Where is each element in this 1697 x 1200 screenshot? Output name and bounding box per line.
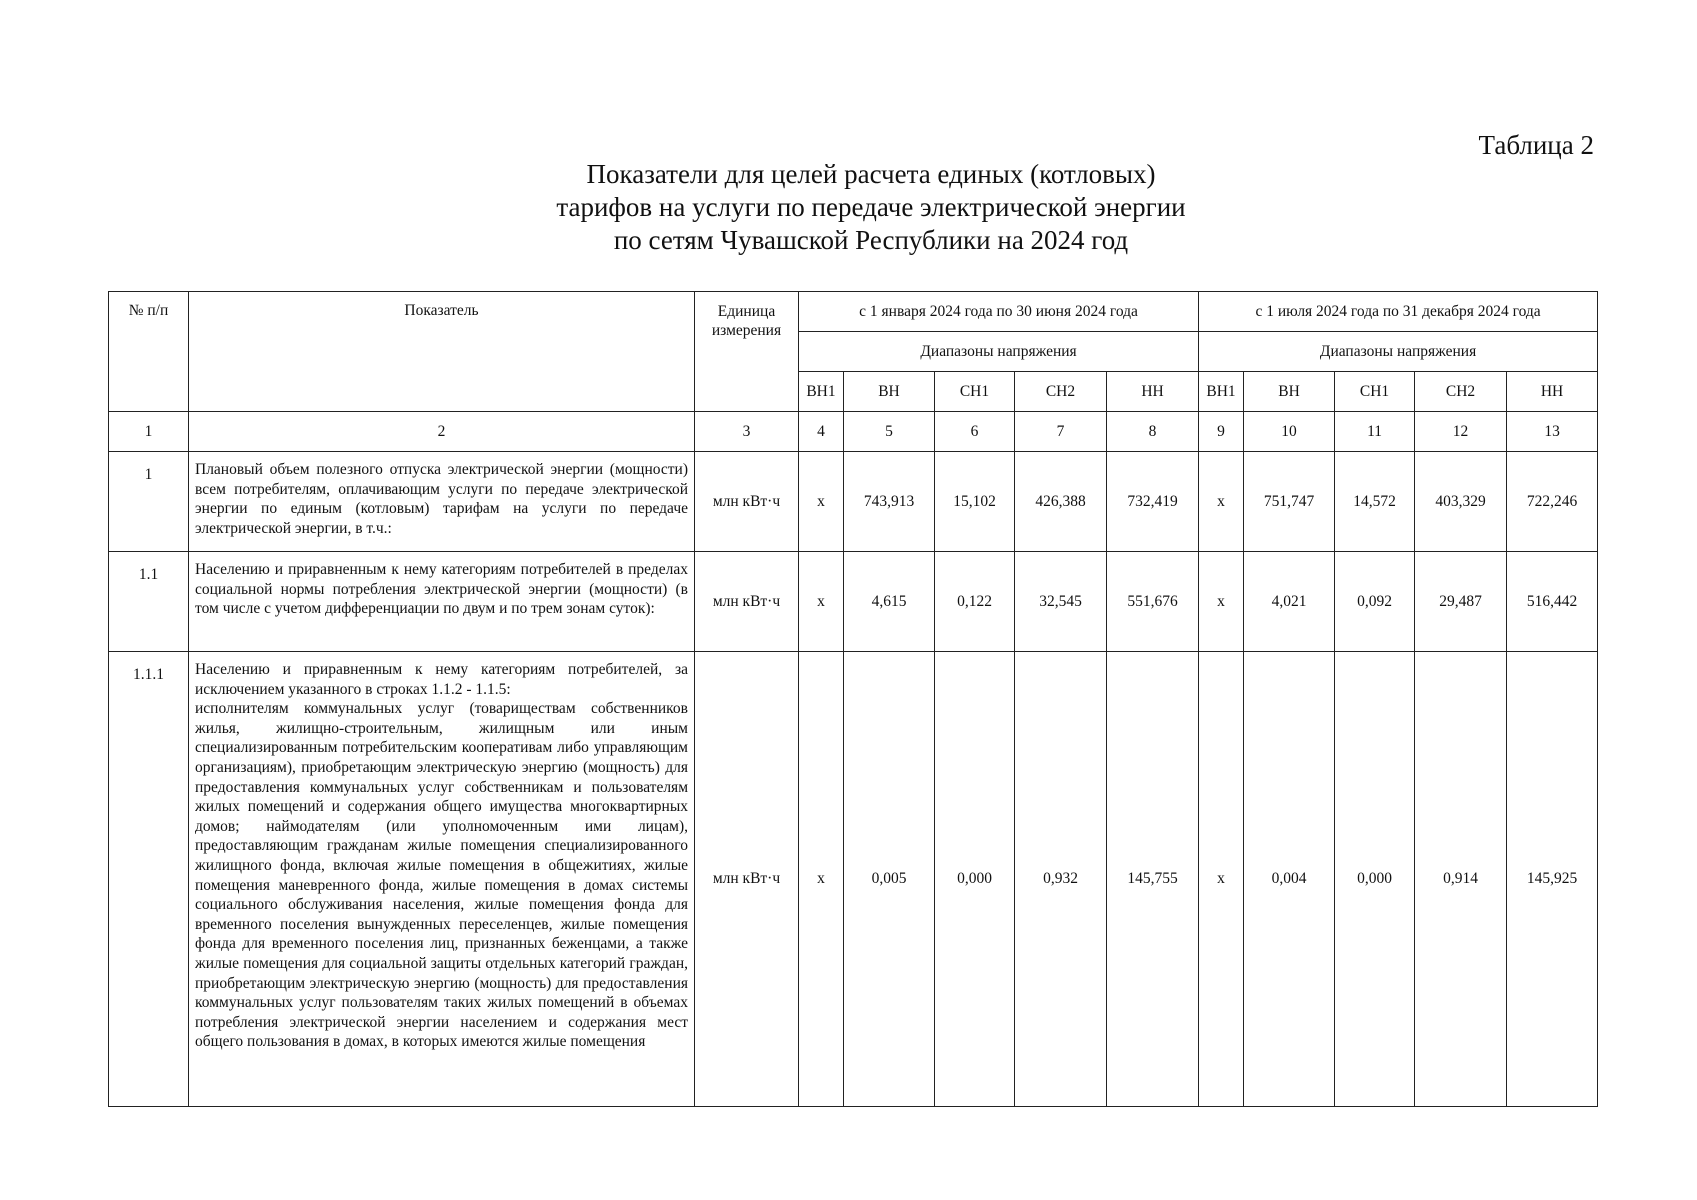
row-number: 1.1.1 <box>109 652 189 1107</box>
row-value: 29,487 <box>1415 552 1507 652</box>
indicators-table <box>108 291 1598 1107</box>
header-unit: Единица измерения <box>695 292 799 412</box>
title-line-2: тарифов на услуги по передаче электрической энергии <box>556 192 1186 222</box>
column-number: 2 <box>189 412 695 452</box>
row-value: 516,442 <box>1507 552 1598 652</box>
table-row <box>109 652 1598 1107</box>
column-number: 8 <box>1107 412 1199 452</box>
row-indicator: Населению и приравненным к нему категориям потребителей в пределах социальной нормы потребления электрической энергии (мощности) (в том числе с учетом дифференциации по двум и по трем зонам суток): <box>189 552 695 652</box>
row-indicator-lead: Населению и приравненным к нему категориям потребителей, за исключением указанного в строках 1.1.2 - 1.1.5: <box>195 661 688 698</box>
column-number: 5 <box>844 412 935 452</box>
column-number: 1 <box>109 412 189 452</box>
title-line-1: Показатели для целей расчета единых (котловых) <box>586 159 1156 189</box>
row-value: х <box>799 652 844 1107</box>
row-value: 4,615 <box>844 552 935 652</box>
row-value: 32,545 <box>1015 552 1107 652</box>
header-row-periods <box>109 292 1598 332</box>
header-voltage-ranges-2: Диапазоны напряжения <box>1199 332 1598 372</box>
row-value: 0,092 <box>1335 552 1415 652</box>
row-indicator-body: исполнителям коммунальных услуг (товариществам собственников жилья, жилищно-строительным, жилищным или иным специализированным потребительским кооперативам либо управляющим организациям), приобретающим электрическую энергию (мощность) для предоставления коммунальных услуг собственникам и пользователям жилых помещений и содержания общего имущества многоквартирных домов; наймодателям (или уполномоченным ими лицам), предоставляющим гражданам жилые помещения специализированного жилищного фонда, включая жилые помещения в общежитиях, жилые помещения маневренного фонда, жилые помещения в домах системы социального обслуживания населения, жилые помещения фонда для временного поселения вынужденных переселенцев, жилые помещения фонда для временного поселения лиц, признанных беженцами, а также жилые помещения для социальной защиты отдельных категорий граждан, приобретающим электрическую энергию (мощность) для предоставления коммунальных услуг пользователям таких жилых помещений в объемах потребления электрической энергии населением и содержания мест общего пользования в домах, в которых имеются жилые помещения <box>195 700 688 1051</box>
row-indicator-text <box>195 660 688 1100</box>
row-number: 1 <box>109 452 189 552</box>
header-period-2: с 1 июля 2024 года по 31 декабря 2024 года <box>1199 292 1598 332</box>
table-row <box>109 452 1598 552</box>
row-value: 551,676 <box>1107 552 1199 652</box>
row-value: 751,747 <box>1244 452 1335 552</box>
level-vn-p1: ВН <box>844 372 935 412</box>
table-row <box>109 552 1598 652</box>
row-value: 145,925 <box>1507 652 1598 1107</box>
column-number: 4 <box>799 412 844 452</box>
row-value: 145,755 <box>1107 652 1199 1107</box>
row-value: 0,914 <box>1415 652 1507 1107</box>
row-value: х <box>1199 652 1244 1107</box>
title-line-3: по сетям Чувашской Республики на 2024 год <box>613 225 1129 255</box>
level-sn1-p1: СН1 <box>935 372 1015 412</box>
level-nn-p1: НН <box>1107 372 1199 412</box>
row-value: 732,419 <box>1107 452 1199 552</box>
column-number: 3 <box>695 412 799 452</box>
level-nn-p2: НН <box>1507 372 1598 412</box>
header-indicator: Показатель <box>189 292 695 412</box>
column-number: 7 <box>1015 412 1107 452</box>
column-number-row <box>109 412 1598 452</box>
row-value: 0,004 <box>1244 652 1335 1107</box>
row-value: 403,329 <box>1415 452 1507 552</box>
level-sn2-p1: СН2 <box>1015 372 1107 412</box>
row-value: х <box>1199 452 1244 552</box>
row-indicator <box>189 652 695 1107</box>
row-unit: млн кВт·ч <box>695 652 799 1107</box>
row-number: 1.1 <box>109 552 189 652</box>
header-num: № п/п <box>109 292 189 412</box>
row-value: 15,102 <box>935 452 1015 552</box>
row-value: 4,021 <box>1244 552 1335 652</box>
level-sn1-p2: СН1 <box>1335 372 1415 412</box>
row-value: 426,388 <box>1015 452 1107 552</box>
column-number: 6 <box>935 412 1015 452</box>
header-voltage-ranges-1: Диапазоны напряжения <box>799 332 1199 372</box>
level-vn1-p1: ВН1 <box>799 372 844 412</box>
row-value: х <box>1199 552 1244 652</box>
row-unit: млн кВт·ч <box>695 452 799 552</box>
row-value: 14,572 <box>1335 452 1415 552</box>
level-vn1-p2: ВН1 <box>1199 372 1244 412</box>
level-sn2-p2: СН2 <box>1415 372 1507 412</box>
row-unit: млн кВт·ч <box>695 552 799 652</box>
column-number: 13 <box>1507 412 1598 452</box>
row-value: 0,005 <box>844 652 935 1107</box>
row-indicator: Плановый объем полезного отпуска электрической энергии (мощности) всем потребителям, оплачивающим услуги по передаче электрической энергии по единым (котловым) тарифам на услуги по передаче электрической энергии, в т.ч.: <box>189 452 695 552</box>
level-vn-p2: ВН <box>1244 372 1335 412</box>
row-value: 743,913 <box>844 452 935 552</box>
column-number: 12 <box>1415 412 1507 452</box>
row-value: х <box>799 552 844 652</box>
column-number: 10 <box>1244 412 1335 452</box>
row-value: 0,122 <box>935 552 1015 652</box>
row-value: 0,932 <box>1015 652 1107 1107</box>
row-value: 0,000 <box>935 652 1015 1107</box>
table-label: Таблица 2 <box>1478 130 1594 160</box>
column-number: 9 <box>1199 412 1244 452</box>
row-value: 0,000 <box>1335 652 1415 1107</box>
column-number: 11 <box>1335 412 1415 452</box>
row-value: х <box>799 452 844 552</box>
document-title <box>0 158 1697 257</box>
header-period-1: с 1 января 2024 года по 30 июня 2024 года <box>799 292 1199 332</box>
row-value: 722,246 <box>1507 452 1598 552</box>
